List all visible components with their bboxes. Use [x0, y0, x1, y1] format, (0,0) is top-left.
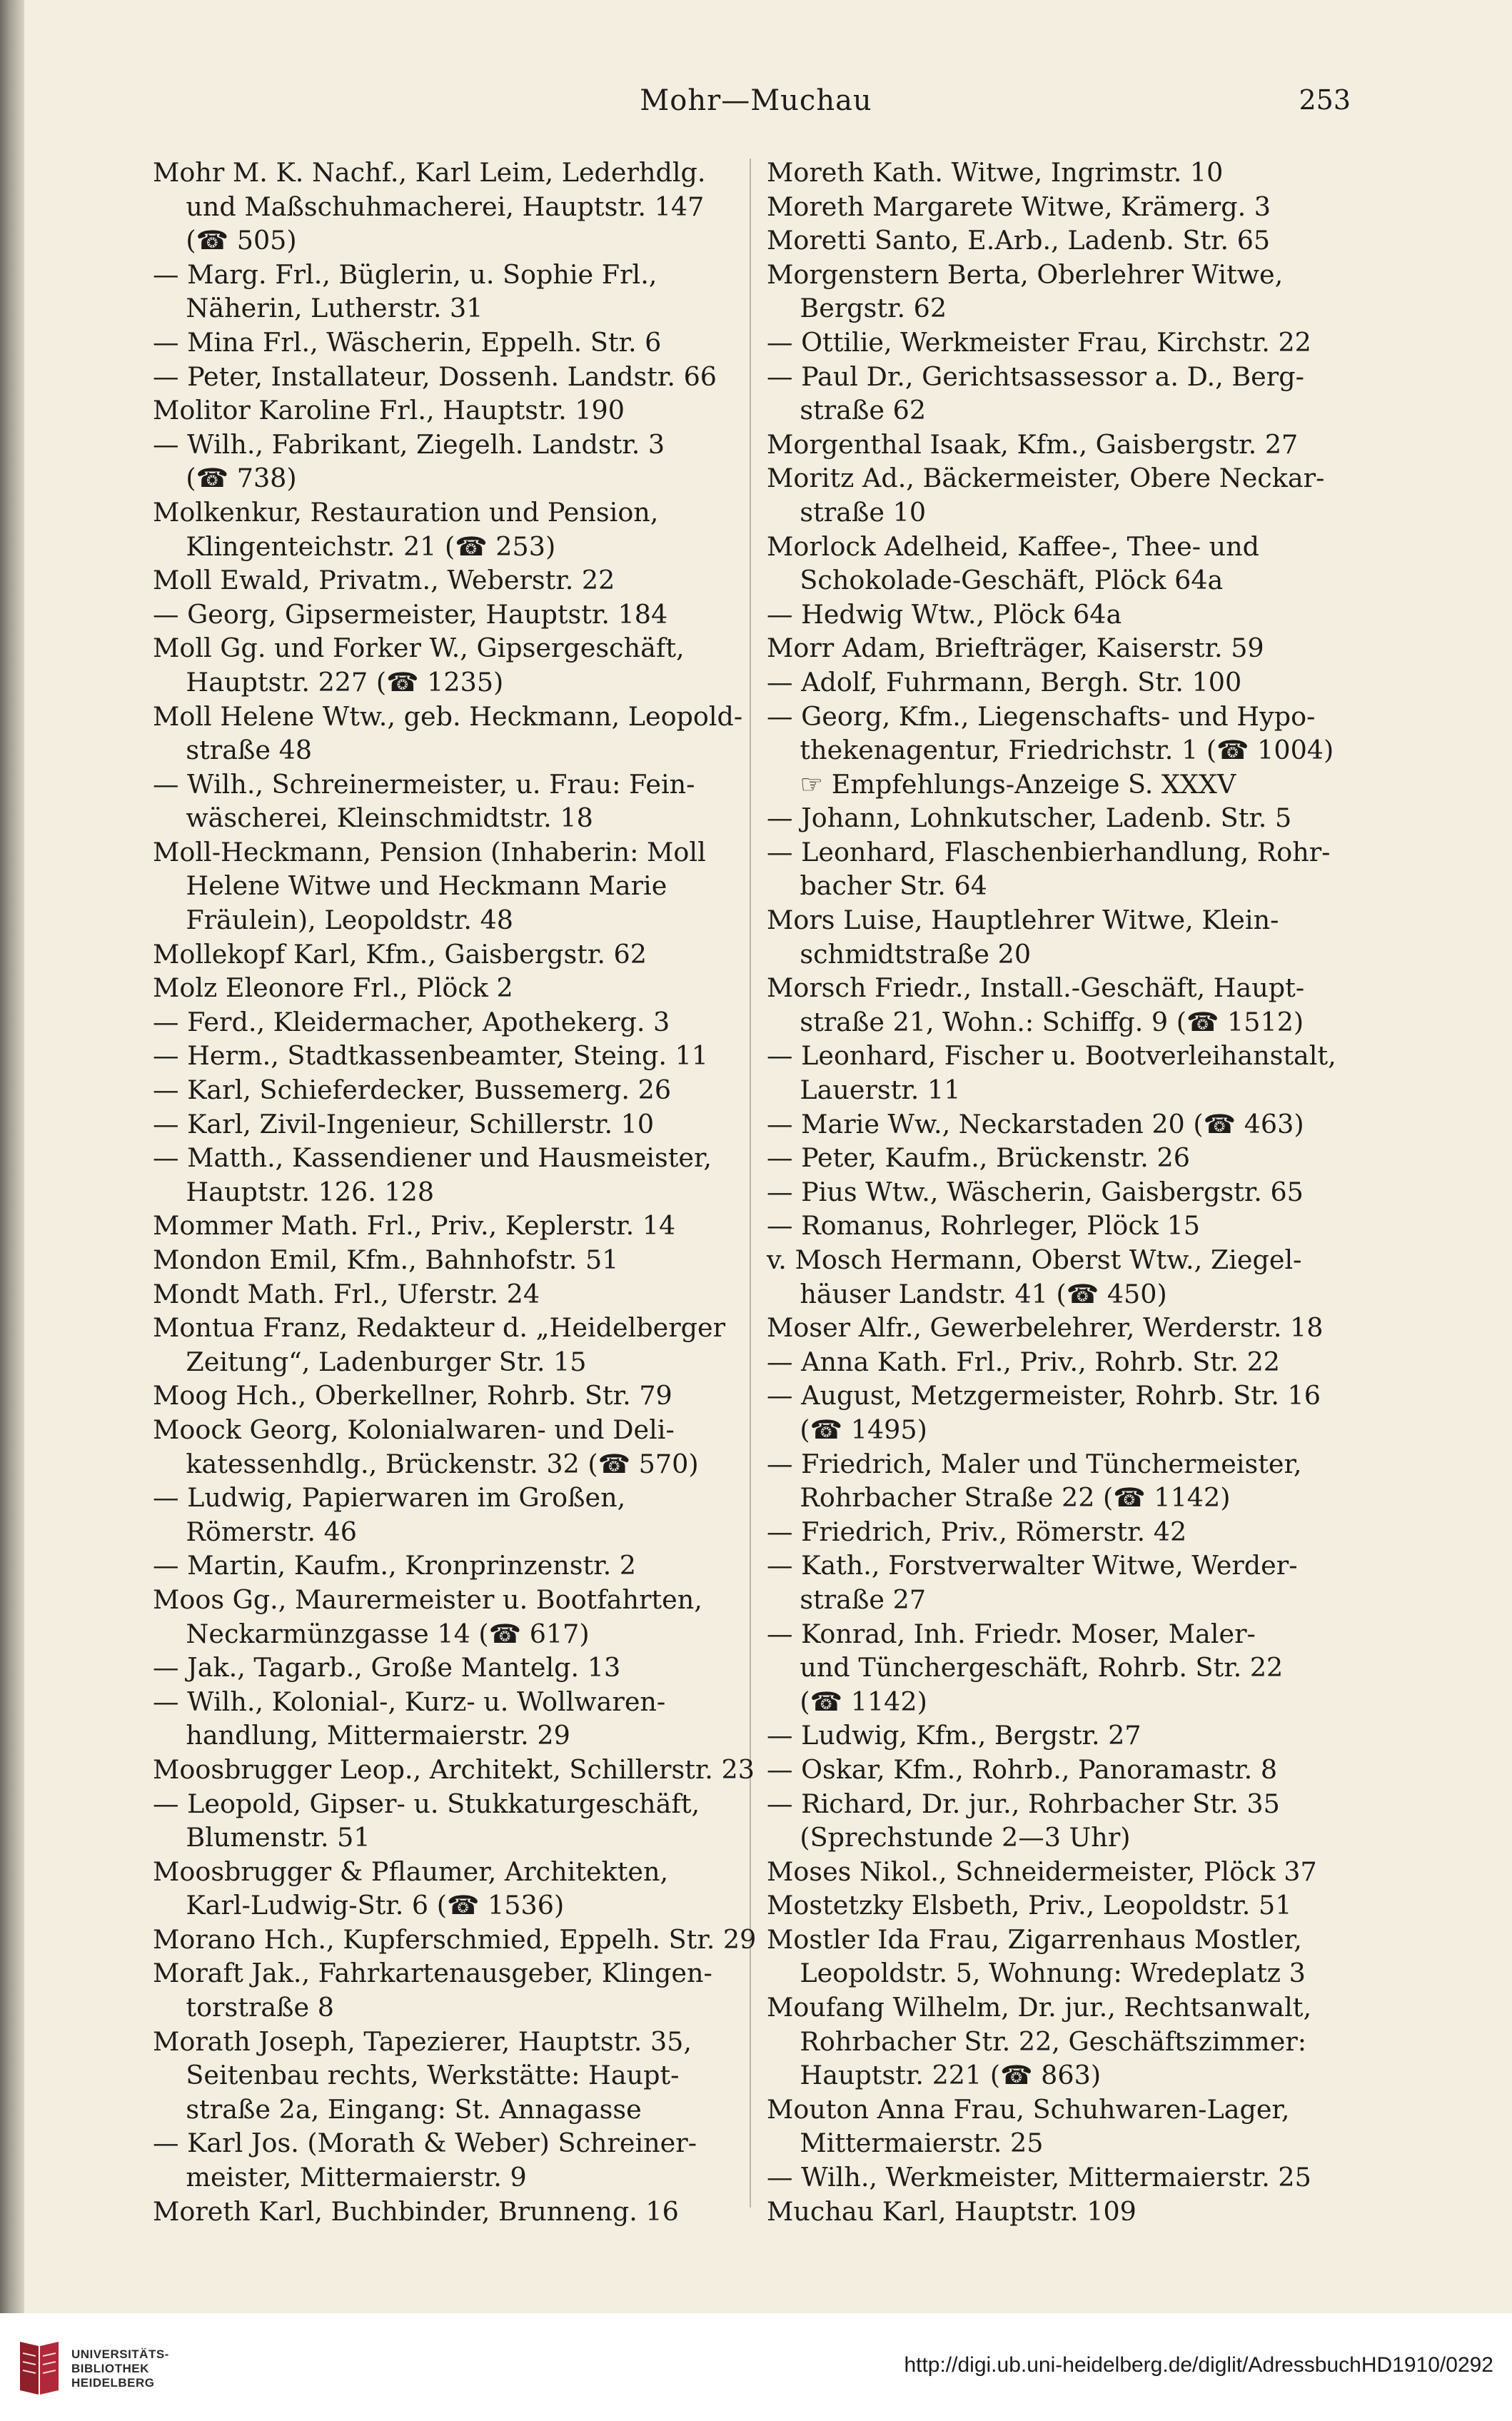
- directory-entry-line: — Ferd., Kleidermacher, Apothekerg. 3: [153, 1006, 670, 1037]
- page-binding-shadow: [0, 0, 24, 2313]
- directory-entry-line: Moll Helene Wtw., geb. Heckmann, Leopold-: [153, 700, 743, 732]
- directory-entry-line: Hauptstr. 227 (☎ 1235): [153, 666, 504, 698]
- directory-entry-line: straße 27: [767, 1584, 927, 1615]
- directory-entry-line: Moritz Ad., Bäckermeister, Obere Neckar-: [767, 463, 1325, 494]
- directory-entry-line: Moser Alfr., Gewerbelehrer, Werderstr. 18: [767, 1312, 1324, 1344]
- directory-entry-line: Montua Franz, Redakteur d. „Heidelberger: [153, 1312, 726, 1344]
- directory-entry-line: Mouton Anna Frau, Schuhwaren-Lager,: [767, 2093, 1290, 2125]
- directory-entry-line: — Karl, Zivil-Ingenieur, Schillerstr. 10: [153, 1108, 655, 1139]
- directory-entry-line: — Georg, Gipsermeister, Hauptstr. 184: [153, 598, 668, 630]
- directory-entry-line: — Wilh., Schreinermeister, u. Frau: Fein-: [153, 768, 695, 800]
- directory-entry-line: Rohrbacher Str. 22, Geschäftszimmer:: [767, 2025, 1307, 2057]
- directory-entry-line: — Wilh., Werkmeister, Mittermaierstr. 25: [767, 2162, 1311, 2193]
- directory-entry-line: — Peter, Installateur, Dossenh. Landstr. 66: [153, 361, 717, 392]
- directory-entry-line: — Ludwig, Kfm., Bergstr. 27: [767, 1720, 1141, 1751]
- directory-entry-line: — Karl Jos. (Morath & Weber) Schreiner-: [153, 2128, 697, 2159]
- directory-entry-line: straße 10: [767, 496, 927, 528]
- directory-entry-line: — Martin, Kaufm., Kronprinzenstr. 2: [153, 1550, 636, 1581]
- directory-entry-line: — Leonhard, Flaschenbierhandlung, Rohr-: [767, 836, 1331, 867]
- directory-entry-line: — Wilh., Fabrikant, Ziegelh. Landstr. 3: [153, 428, 665, 460]
- directory-entry-line: Moos Gg., Maurermeister u. Bootfahrten,: [153, 1584, 702, 1615]
- directory-entry-line: Moosbrugger & Pflaumer, Architekten,: [153, 1856, 669, 1887]
- directory-entry-line: — Karl, Schieferdecker, Bussemerg. 26: [153, 1074, 672, 1106]
- library-name: [71, 2347, 169, 2390]
- directory-entry-line: — Konrad, Inh. Friedr. Moser, Maler-: [767, 1618, 1256, 1649]
- directory-entry-line: Römerstr. 46: [153, 1516, 358, 1547]
- directory-entry-line: — Wilh., Kolonial-, Kurz- u. Wollwaren-: [153, 1686, 666, 1717]
- directory-entry-line: Morgenthal Isaak, Kfm., Gaisbergstr. 27: [767, 428, 1299, 460]
- directory-entry-line: (☎ 1495): [767, 1414, 927, 1445]
- directory-entry-line: — Paul Dr., Gerichtsassessor a. D., Berg-: [767, 361, 1304, 392]
- directory-entry-line: Moraft Jak., Fahrkartenausgeber, Klingen-: [153, 1958, 712, 1989]
- directory-entry-line: — Marg. Frl., Büglerin, u. Sophie Frl.,: [153, 258, 657, 290]
- directory-entry-line: — Romanus, Rohrleger, Plöck 15: [767, 1210, 1200, 1242]
- directory-entry-line: — Oskar, Kfm., Rohrb., Panoramastr. 8: [767, 1753, 1278, 1785]
- directory-entry-line: Lauerstr. 11: [767, 1074, 961, 1106]
- directory-entry-line: Bergstr. 62: [767, 293, 947, 324]
- directory-entry-line: torstraße 8: [153, 1992, 334, 2023]
- directory-entry-line: Moretti Santo, E.Arb., Ladenb. Str. 65: [767, 225, 1271, 256]
- directory-entry-line: — August, Metzgermeister, Rohrb. Str. 16: [767, 1380, 1321, 1411]
- directory-entry-line: Morlock Adelheid, Kaffee-, Thee- und: [767, 530, 1260, 562]
- directory-entry-line: Helene Witwe und Heckmann Marie: [153, 870, 667, 902]
- directory-entry-line: Moog Hch., Oberkellner, Rohrb. Str. 79: [153, 1380, 672, 1411]
- directory-entry-line: Neckarmünzgasse 14 (☎ 617): [153, 1618, 590, 1649]
- footer: [0, 2313, 1512, 2421]
- directory-entry-line: Zeitung“, Ladenburger Str. 15: [153, 1346, 587, 1377]
- directory-entry-line: wäscherei, Kleinschmidtstr. 18: [153, 802, 593, 834]
- directory-entry-line: Mostler Ida Frau, Zigarrenhaus Mostler,: [767, 1923, 1302, 1955]
- directory-entry-line: straße 21, Wohn.: Schiffg. 9 (☎ 1512): [767, 1006, 1304, 1037]
- library-name-line: HEIDELBERG: [71, 2376, 155, 2390]
- directory-entry-line: Molz Eleonore Frl., Plöck 2: [153, 972, 513, 1004]
- directory-entry-line: Morgenstern Berta, Oberlehrer Witwe,: [767, 258, 1284, 290]
- directory-entry-line: katessenhdlg., Brückenstr. 32 (☎ 570): [153, 1448, 699, 1479]
- directory-entry-line: Hauptstr. 126. 128: [153, 1176, 435, 1207]
- directory-entry-line: Fräulein), Leopoldstr. 48: [153, 905, 514, 936]
- running-head: Mohr—Muchau: [640, 84, 872, 117]
- directory-entry-line: Rohrbacher Straße 22 (☎ 1142): [767, 1482, 1231, 1514]
- directory-entry-line: häuser Landstr. 41 (☎ 450): [767, 1278, 1167, 1309]
- directory-entry-line: Seitenbau rechts, Werkstätte: Haupt-: [153, 2060, 680, 2091]
- directory-entry-line: Moll Ewald, Privatm., Weberstr. 22: [153, 565, 615, 596]
- library-name-line: BIBLIOTHEK: [71, 2362, 149, 2375]
- directory-entry-line: (Sprechstunde 2—3 Uhr): [767, 1822, 1131, 1853]
- directory-entry-line: Mommer Math. Frl., Priv., Keplerstr. 14: [153, 1210, 676, 1242]
- directory-entry-line: straße 48: [153, 735, 313, 766]
- directory-entry-line: — Leonhard, Fischer u. Bootverleihanstalt,: [767, 1040, 1336, 1072]
- directory-entry-line: Karl-Ludwig-Str. 6 (☎ 1536): [153, 1890, 565, 1921]
- directory-entry-line: meister, Mittermaierstr. 9: [153, 2162, 527, 2193]
- right-column: [767, 156, 1366, 2228]
- directory-entry-line: Mondon Emil, Kfm., Bahnhofstr. 51: [153, 1244, 619, 1275]
- directory-entry-line: Näherin, Lutherstr. 31: [153, 293, 483, 324]
- directory-entry-line: Molkenkur, Restauration und Pension,: [153, 496, 659, 528]
- directory-entry-line: schmidtstraße 20: [767, 938, 1032, 970]
- directory-entry-line: Moreth Margarete Witwe, Krämerg. 3: [767, 191, 1271, 222]
- directory-entry-line: ☞ Empfehlungs-Anzeige S. XXXV: [767, 768, 1236, 800]
- directory-entry-line: straße 2a, Eingang: St. Annagasse: [153, 2093, 642, 2125]
- directory-entry-line: — Peter, Kaufm., Brückenstr. 26: [767, 1142, 1190, 1174]
- directory-entry-line: Muchau Karl, Hauptstr. 109: [767, 2195, 1136, 2227]
- directory-entry-line: Moll-Heckmann, Pension (Inhaberin: Moll: [153, 836, 706, 867]
- directory-entry-line: Moufang Wilhelm, Dr. jur., Rechtsanwalt,: [767, 1992, 1312, 2023]
- directory-entry-line: bacher Str. 64: [767, 870, 987, 902]
- directory-entry-line: — Johann, Lohnkutscher, Ladenb. Str. 5: [767, 802, 1292, 834]
- directory-entry-line: Leopoldstr. 5, Wohnung: Wredeplatz 3: [767, 1958, 1306, 1989]
- directory-entry-line: — Leopold, Gipser- u. Stukkaturgeschäft,: [153, 1788, 700, 1819]
- directory-entry-line: (☎ 1142): [767, 1686, 927, 1717]
- directory-entry-line: Mollekopf Karl, Kfm., Gaisbergstr. 62: [153, 938, 647, 970]
- source-url-link[interactable]: http://digi.ub.uni-heidelberg.de/diglit/AdressbuchHD1910/0292: [904, 2353, 1493, 2377]
- directory-entry-line: (☎ 738): [153, 463, 297, 494]
- directory-entry-line: Mittermaierstr. 25: [767, 2128, 1044, 2159]
- directory-entry-line: Moreth Karl, Buchbinder, Brunneng. 16: [153, 2195, 679, 2227]
- directory-entry-line: straße 62: [767, 395, 927, 426]
- directory-entry-line: — Kath., Forstverwalter Witwe, Werder-: [767, 1550, 1298, 1581]
- directory-entry-line: Moosbrugger Leop., Architekt, Schillerstr. 23: [153, 1753, 755, 1785]
- directory-entry-line: handlung, Mittermaierstr. 29: [153, 1720, 570, 1751]
- directory-entry-line: — Mina Frl., Wäscherin, Eppelh. Str. 6: [153, 326, 662, 358]
- directory-entry-line: Blumenstr. 51: [153, 1822, 371, 1853]
- directory-entry-line: Morath Joseph, Tapezierer, Hauptstr. 35,: [153, 2025, 692, 2057]
- directory-entry-line: Moreth Kath. Witwe, Ingrimstr. 10: [767, 157, 1224, 188]
- directory-entry-line: — Matth., Kassendiener und Hausmeister,: [153, 1142, 712, 1174]
- directory-entry-line: Morsch Friedr., Install.-Geschäft, Haupt-: [767, 972, 1305, 1004]
- directory-entry-line: und Maßschuhmacherei, Hauptstr. 147: [153, 191, 705, 222]
- directory-entry-line: (☎ 505): [153, 225, 297, 256]
- directory-entry-line: Mors Luise, Hauptlehrer Witwe, Klein-: [767, 905, 1279, 936]
- left-column: [153, 156, 757, 2228]
- directory-entry-line: — Marie Ww., Neckarstaden 20 (☎ 463): [767, 1108, 1304, 1139]
- directory-entry-line: Molitor Karoline Frl., Hauptstr. 190: [153, 395, 625, 426]
- directory-entry-line: Morr Adam, Briefträger, Kaiserstr. 59: [767, 633, 1264, 664]
- directory-entry-line: Moock Georg, Kolonialwaren- und Deli-: [153, 1414, 675, 1445]
- directory-entry-line: — Ottilie, Werkmeister Frau, Kirchstr. 22: [767, 326, 1311, 358]
- directory-entry-line: Mostetzky Elsbeth, Priv., Leopoldstr. 51: [767, 1890, 1292, 1921]
- directory-entry-line: Moses Nikol., Schneidermeister, Plöck 37: [767, 1856, 1317, 1887]
- directory-entry-line: thekenagentur, Friedrichstr. 1 (☎ 1004): [767, 735, 1334, 766]
- directory-entry-line: Mohr M. K. Nachf., Karl Leim, Lederhdlg.: [153, 157, 706, 188]
- directory-entry-line: Moll Gg. und Forker W., Gipsergeschäft,: [153, 633, 685, 664]
- directory-entry-line: v. Mosch Hermann, Oberst Wtw., Ziegel-: [767, 1244, 1302, 1275]
- directory-entry-line: — Richard, Dr. jur., Rohrbacher Str. 35: [767, 1788, 1280, 1819]
- directory-entry-line: Hauptstr. 221 (☎ 863): [767, 2060, 1102, 2091]
- directory-entry-line: — Georg, Kfm., Liegenschafts- und Hypo-: [767, 700, 1316, 732]
- directory-entry-line: — Hedwig Wtw., Plöck 64a: [767, 598, 1122, 630]
- directory-entry-line: Schokolade-Geschäft, Plöck 64a: [767, 565, 1224, 596]
- directory-entry-line: Morano Hch., Kupferschmied, Eppelh. Str. 29: [153, 1923, 757, 1955]
- page-number: 253: [1299, 84, 1351, 116]
- directory-entry-line: — Anna Kath. Frl., Priv., Rohrb. Str. 22: [767, 1346, 1281, 1377]
- directory-entry-line: — Friedrich, Maler und Tünchermeister,: [767, 1448, 1302, 1479]
- directory-entry-line: — Ludwig, Papierwaren im Großen,: [153, 1482, 626, 1514]
- directory-entry-line: — Adolf, Fuhrmann, Bergh. Str. 100: [767, 666, 1242, 698]
- directory-entry-line: — Friedrich, Priv., Römerstr. 42: [767, 1516, 1187, 1547]
- directory-entry-line: Klingenteichstr. 21 (☎ 253): [153, 530, 556, 562]
- directory-entry-line: und Tünchergeschäft, Rohrb. Str. 22: [767, 1652, 1284, 1683]
- library-name-line: UNIVERSITÄTS-: [71, 2347, 169, 2361]
- directory-entry-line: Mondt Math. Frl., Uferstr. 24: [153, 1278, 540, 1309]
- directory-entry-line: — Jak., Tagarb., Große Mantelg. 13: [153, 1652, 621, 1683]
- directory-entry-line: — Pius Wtw., Wäscherin, Gaisbergstr. 65: [767, 1176, 1304, 1207]
- library-logo-icon: [17, 2339, 61, 2397]
- directory-entry-line: — Herm., Stadtkassenbeamter, Steing. 11: [153, 1040, 709, 1072]
